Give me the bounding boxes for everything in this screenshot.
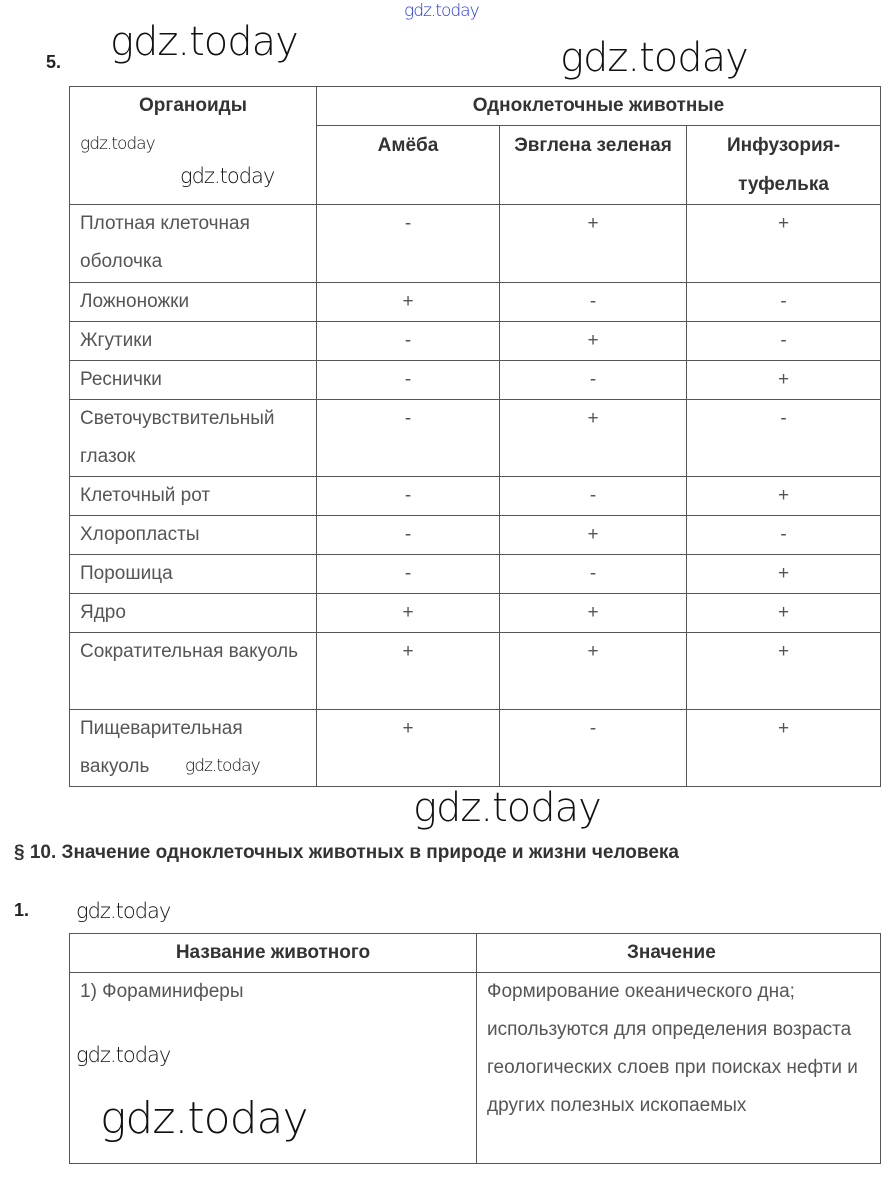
presence-mark: +: [317, 283, 500, 322]
presence-mark: +: [317, 633, 500, 710]
presence-mark: +: [500, 594, 687, 633]
organoid-name: Плотная клеточная оболочка: [70, 205, 317, 283]
watermark: gdz.today: [76, 899, 171, 923]
watermark: gdz.today: [76, 1043, 171, 1067]
organoid-name: Реснички: [70, 361, 317, 400]
watermark: gdz.today: [404, 1, 479, 21]
presence-mark: -: [500, 555, 687, 594]
presence-mark: -: [687, 322, 881, 361]
meaning-cell: Формирование океанического дна; используются для определения возраста геологических слоев при поисках нефти и других полезных ископаемых: [477, 973, 881, 1164]
table-row: [70, 361, 881, 400]
section-title: § 10. Значение одноклеточных животных в природе и жизни человека: [14, 842, 679, 863]
presence-mark: -: [687, 516, 881, 555]
organoid-name: Ложноножки: [70, 283, 317, 322]
presence-mark: -: [687, 283, 881, 322]
presence-mark: +: [687, 633, 881, 710]
watermark: gdz.today: [100, 1093, 308, 1144]
presence-mark: -: [500, 283, 687, 322]
presence-mark: -: [317, 361, 500, 400]
table-row: [70, 516, 881, 555]
organoid-name: Жгутики: [70, 322, 317, 361]
header-animal: Инфузория-туфелька: [687, 126, 881, 205]
table-row: [70, 205, 881, 283]
organoid-name: Пищеварительная вакуоль: [70, 710, 317, 787]
header-animal: Амёба: [317, 126, 500, 205]
presence-mark: -: [317, 205, 500, 283]
presence-mark: -: [500, 361, 687, 400]
watermark: gdz.today: [180, 164, 275, 188]
presence-mark: +: [500, 516, 687, 555]
presence-mark: -: [317, 400, 500, 477]
presence-mark: -: [687, 400, 881, 477]
organoid-name: Светочувствительный глазок: [70, 400, 317, 477]
header-animal-name: Название животного: [70, 934, 477, 973]
watermark: gdz.today: [110, 19, 298, 65]
organoid-name: Хлоропласты: [70, 516, 317, 555]
organoid-name: Сократительная вакуоль: [70, 633, 317, 710]
header-meaning: Значение: [477, 934, 881, 973]
presence-mark: +: [687, 361, 881, 400]
presence-mark: -: [317, 322, 500, 361]
presence-mark: -: [317, 477, 500, 516]
animal-name-cell: 1) Фораминиферы: [70, 973, 477, 1164]
presence-mark: +: [500, 633, 687, 710]
table-row: [70, 283, 881, 322]
presence-mark: -: [500, 710, 687, 787]
presence-mark: +: [687, 477, 881, 516]
header-animal: Эвглена зеленая: [500, 126, 687, 205]
presence-mark: +: [687, 205, 881, 283]
watermark: gdz.today: [80, 134, 155, 154]
presence-mark: +: [317, 594, 500, 633]
watermark: gdz.today: [185, 756, 260, 776]
presence-mark: +: [687, 555, 881, 594]
presence-mark: -: [317, 555, 500, 594]
table-row: [70, 477, 881, 516]
organoid-name: Порошица: [70, 555, 317, 594]
table-row: [70, 555, 881, 594]
table-row: [70, 400, 881, 477]
table-row: [70, 594, 881, 633]
presence-mark: +: [500, 322, 687, 361]
organoid-name: Клеточный рот: [70, 477, 317, 516]
presence-mark: +: [687, 594, 881, 633]
header-group: Одноклеточные животные: [317, 87, 881, 126]
presence-mark: -: [317, 516, 500, 555]
presence-mark: +: [500, 205, 687, 283]
presence-mark: +: [317, 710, 500, 787]
organoid-name: Ядро: [70, 594, 317, 633]
watermark: gdz.today: [413, 785, 601, 831]
task-number: 5.: [46, 52, 62, 72]
organoids-table: [69, 86, 881, 787]
watermark: gdz.today: [560, 35, 748, 81]
presence-mark: +: [500, 400, 687, 477]
header-organoids: Органоиды: [70, 87, 317, 205]
presence-mark: +: [687, 710, 881, 787]
task-number: 1.: [14, 900, 30, 920]
table-row: [70, 322, 881, 361]
table-row: [70, 633, 881, 710]
presence-mark: -: [500, 477, 687, 516]
